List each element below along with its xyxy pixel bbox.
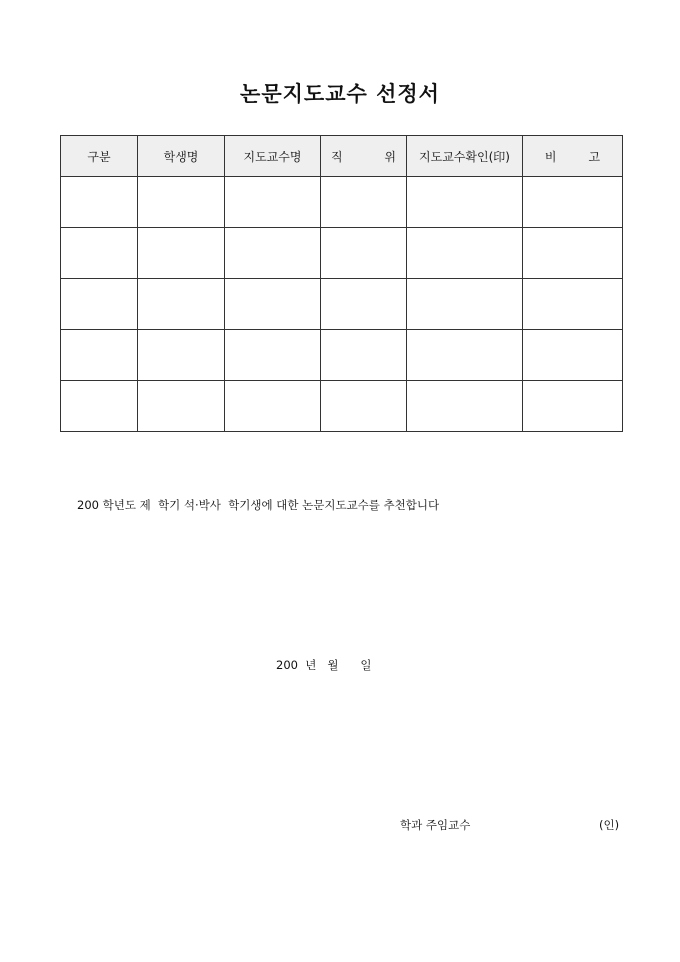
table-cell[interactable] [523,177,623,228]
header-advisor-confirm: 지도교수확인(印) [407,136,523,177]
header-position [321,136,407,177]
table-row [61,381,623,432]
table-cell[interactable] [61,381,138,432]
table-cell[interactable] [523,330,623,381]
table-cell[interactable] [407,177,523,228]
table-cell[interactable] [225,228,321,279]
header-position-right: 위 [384,149,396,164]
table-cell[interactable] [138,381,225,432]
document-title: 논문지도교수 선정서 [240,81,440,106]
table-cell[interactable] [321,177,407,228]
signature-seal: (인) [599,818,620,832]
header-category: 구분 [61,136,138,177]
table-row [61,177,623,228]
table-cell[interactable] [225,330,321,381]
table-cell[interactable] [225,177,321,228]
table-cell[interactable] [138,279,225,330]
table-cell[interactable] [523,279,623,330]
table-cell[interactable] [321,228,407,279]
table-cell[interactable] [138,177,225,228]
date-line: 200 년 월 일 [276,658,372,672]
table-cell[interactable] [321,279,407,330]
advisor-table [60,135,623,432]
header-remarks-left: 비 [544,149,557,164]
table-cell[interactable] [321,381,407,432]
table-row [61,228,623,279]
table-cell[interactable] [407,228,523,279]
table-cell[interactable] [523,228,623,279]
table-cell[interactable] [61,279,138,330]
table-cell[interactable] [407,330,523,381]
table-cell[interactable] [225,381,321,432]
table-body [61,177,623,432]
header-remarks-right: 고 [588,149,601,164]
table-cell[interactable] [407,381,523,432]
header-position-left: 직 [331,149,343,164]
table-cell[interactable] [225,279,321,330]
table-cell[interactable] [407,279,523,330]
table-row [61,330,623,381]
table-header-row [61,136,623,177]
header-remarks [523,136,623,177]
table-cell[interactable] [138,228,225,279]
header-advisor-name: 지도교수명 [225,136,321,177]
table-cell[interactable] [61,330,138,381]
header-student-name: 학생명 [138,136,225,177]
table-cell[interactable] [523,381,623,432]
recommendation-statement: 200 학년도 제 학기 석·박사 학기생에 대한 논문지도교수를 추천합니다 [77,498,440,512]
signature-label: 학과 주임교수 [400,818,471,832]
table-cell[interactable] [321,330,407,381]
table-cell[interactable] [138,330,225,381]
table-row [61,279,623,330]
table-cell[interactable] [61,177,138,228]
table-cell[interactable] [61,228,138,279]
